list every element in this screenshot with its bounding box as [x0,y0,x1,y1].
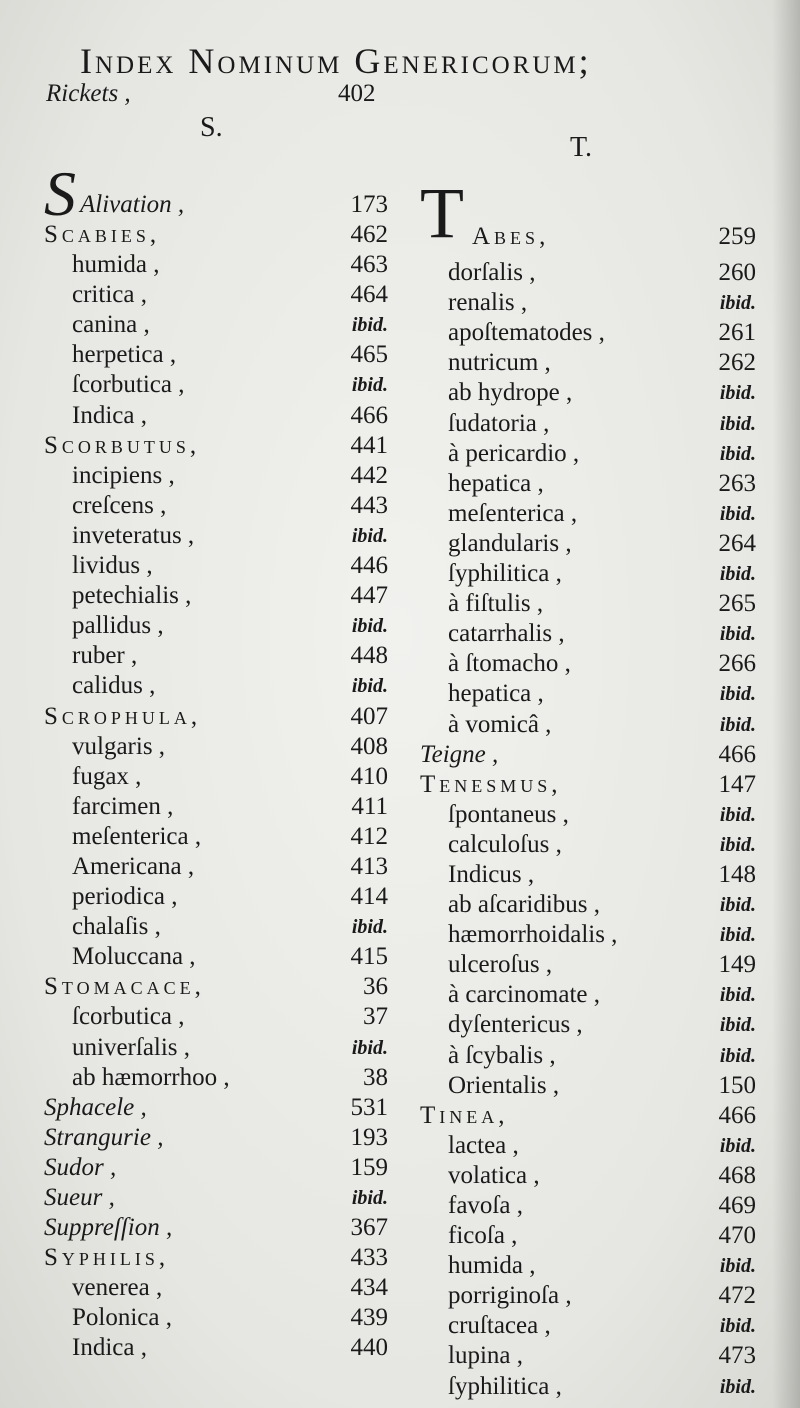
entry-term: petechialis , [72,582,192,610]
entry-page: 266 [718,650,756,678]
index-entry [420,1131,760,1161]
entry-term: ficoſa , [448,1222,518,1250]
entry-term: ab aſcaridibus , [448,891,601,919]
entry-term: Syphilis, [44,1244,170,1272]
index-entry [420,830,760,860]
entry-page: 434 [350,1274,388,1302]
index-entry [420,439,760,469]
entry-term: fugax , [72,762,142,790]
index-entry [44,732,394,762]
entry-term: ſpontaneus , [448,800,569,828]
index-entry [420,469,760,499]
index-entry [44,1243,394,1273]
entry-term: pallidus , [72,612,164,640]
entry-page: 264 [718,529,756,557]
index-entry [420,1191,760,1221]
entry-page: ibid. [351,1036,388,1059]
index-entry [44,912,394,942]
entry-term: apoſtematodes , [448,319,605,347]
entry-page: 442 [350,461,388,489]
entry-page: ibid. [351,615,388,638]
index-entry [44,431,394,461]
index-entry [44,1093,394,1123]
entry-term: calidus , [72,672,156,700]
entry-term: dorſalis , [448,259,536,287]
entry-page: 464 [350,281,388,309]
index-entry [420,288,760,318]
entry-term: ab hydrope , [448,379,573,407]
index-entry [420,1311,760,1341]
letter-heading-s: S. [200,112,223,143]
entry-term: Rickets , [46,80,131,107]
entry-page: 149 [718,951,756,979]
entry-term: calculoſus , [448,830,562,858]
entry-term: meſenterica , [72,822,202,850]
entry-page: ibid. [719,683,756,706]
index-entry [44,1033,394,1063]
entry-page: ibid. [351,524,388,547]
entry-term: porriginoſa , [448,1282,572,1310]
entry-page: ibid. [719,1134,756,1157]
entry-page: 433 [350,1244,388,1272]
entry-term: catarrhalis , [448,620,565,648]
entry-term: Sudor , [44,1153,117,1181]
index-entry [420,980,760,1010]
entry-term: canina , [72,311,150,339]
entry-term: Polonica , [72,1304,172,1332]
entry-page: 265 [718,590,756,618]
entry-term: ruber , [72,642,138,670]
index-entry [420,1251,760,1281]
index-entry [44,581,394,611]
index-entry [44,1213,394,1243]
drop-cap-initial: S [44,158,76,229]
entry-page: 446 [350,552,388,580]
entry-term: Strangurie , [44,1123,164,1151]
entry-term: Teigne , [420,740,499,768]
entry-page: 411 [351,792,388,820]
entry-page: ibid. [719,1375,756,1398]
right-column [420,173,760,1402]
entry-page: ibid. [719,1044,756,1067]
entry-page: ibid. [719,563,756,586]
entry-page: 36 [363,973,388,1001]
index-entry [420,710,760,740]
entry-term: vulgaris , [72,732,166,760]
index-entry [420,559,760,589]
index-entry [420,1041,760,1071]
index-entry [44,1273,394,1303]
entry-page: ibid. [719,442,756,465]
index-entry [44,1303,394,1333]
entry-page: 440 [350,1334,388,1362]
entry-term: Tinea, [420,1101,509,1129]
index-entry [44,370,394,400]
index-entry [420,529,760,559]
entry-term: cruſtacea , [448,1312,551,1340]
entry-page: 367 [350,1214,388,1242]
entry-page: 410 [350,762,388,790]
entry-page: ibid. [719,412,756,435]
index-entry [44,250,394,280]
entry-page: ibid. [351,374,388,397]
entry-term: hepatica , [448,469,544,497]
entry-page: 402 [338,80,376,107]
entry-page: ibid. [719,1014,756,1037]
index-entry [420,318,760,348]
index-entry [44,1063,394,1093]
entry-page: 193 [350,1123,388,1151]
entry-term: à ſcybalis , [448,1041,556,1069]
index-entry [44,1123,394,1153]
entry-page: 38 [363,1063,388,1091]
entry-term: lividus , [72,552,153,580]
index-entry [420,800,760,830]
index-entry [420,770,760,800]
entry-page: 412 [350,822,388,850]
entry-term: Scrophula, [44,702,202,730]
entry-page: 407 [350,702,388,730]
entry-page: ibid. [719,382,756,405]
entry-page: 466 [350,401,388,429]
entry-page: 439 [350,1304,388,1332]
entry-page: ibid. [719,833,756,856]
entry-term: hæmorrhoidalis , [448,921,618,949]
entry-term: Indica , [72,401,147,429]
entry-term: critica , [72,281,147,309]
entry-page: 447 [350,582,388,610]
entry-page: 261 [718,319,756,347]
index-entry [420,1101,760,1131]
entry-term: à fiſtulis , [448,590,544,618]
index-entry [420,1281,760,1311]
entry-term: chalaſis , [72,913,161,941]
entry-term: Abes, [472,223,550,250]
entry-page: ibid. [719,623,756,646]
index-entry [420,890,760,920]
entry-term: humida , [72,251,160,279]
page-header: Index Nominum Genericorum; [80,41,592,81]
index-entry [44,942,394,972]
entry-term: à vomicâ , [448,710,552,738]
index-entry [44,401,394,431]
entry-page: 37 [363,1003,388,1031]
index-entry [420,1010,760,1040]
left-column [44,158,394,1364]
entry-term: meſenterica , [448,499,578,527]
index-entry [44,762,394,792]
entry-term: Americana , [72,852,195,880]
entry-term: à ſtomacho , [448,650,571,678]
entry-term: herpetica , [72,341,177,369]
entry-term: dyſentericus , [448,1011,583,1039]
entry-page: ibid. [719,803,756,826]
index-entry [44,220,394,250]
index-entry [44,641,394,671]
entry-term: creſcens , [72,491,167,519]
index-entry [420,499,760,529]
entry-term: inveteratus , [72,521,195,549]
entry-page: 531 [350,1093,388,1121]
entry-term: Scorbutus, [44,431,201,459]
entry-page: 150 [718,1071,756,1099]
entry-term: lactea , [448,1131,519,1159]
entry-term: favoſa , [448,1192,523,1219]
index-entry [44,792,394,822]
entry-page: 465 [350,341,388,369]
index-entry [44,551,394,581]
index-entry-top [46,80,406,114]
entry-page: 468 [718,1161,756,1189]
entry-page: 263 [718,469,756,497]
index-entry [420,920,760,950]
index-entry [44,882,394,912]
entry-term: ab hæmorrhoo , [72,1063,230,1091]
entry-page: 466 [718,1101,756,1129]
gutter-shadow [772,0,800,1408]
entry-page: 159 [350,1153,388,1181]
entry-term: Stomacace, [44,973,205,1001]
index-entry [44,491,394,521]
entry-page: ibid. [351,314,388,337]
entry-term: ulceroſus , [448,951,553,979]
entry-term: Suppreſſion , [44,1214,173,1242]
entry-page: 408 [350,732,388,760]
entry-page: 443 [350,491,388,519]
entry-term: incipiens , [72,461,175,489]
entry-page: ibid. [351,916,388,939]
index-entry [420,679,760,709]
entry-term: periodica , [72,883,178,911]
entry-page: ibid. [719,713,756,736]
entry-term: à carcinomate , [448,981,600,1009]
entry-term: Indicus , [448,860,535,888]
index-entry [420,950,760,980]
entry-page: 173 [350,191,388,218]
entry-page: 147 [718,770,756,798]
entry-term: Orientalis , [448,1071,560,1099]
entry-page: ibid. [719,894,756,917]
index-entry [420,173,760,258]
entry-term: ſudatoria , [448,409,550,437]
entry-term: ſyphilitica , [448,560,562,588]
index-entry [420,589,760,619]
entry-page: ibid. [351,1187,388,1209]
entry-term: nutricum , [448,349,551,377]
entry-term: ſcorbutica , [72,371,185,399]
index-entry [44,1183,394,1213]
index-entry [44,521,394,551]
entry-page: 414 [350,883,388,911]
entry-page: 415 [350,943,388,971]
entry-term: glandularis , [448,529,572,557]
entry-page: 472 [718,1282,756,1310]
index-entry [44,280,394,310]
entry-term: renalis , [448,289,528,317]
entry-page: ibid. [719,1315,756,1338]
entry-page: ibid. [719,502,756,525]
entry-term: Sueur , [44,1184,115,1211]
entry-term: humida , [448,1252,536,1280]
index-entry [420,378,760,408]
entry-page: ibid. [719,984,756,1007]
entry-page: 470 [718,1222,756,1250]
index-entry [420,258,760,288]
entry-term: ſcorbutica , [72,1003,185,1031]
entry-page: ibid. [719,292,756,315]
index-entry [44,1333,394,1363]
index-entry [420,860,760,890]
drop-cap-initial: T [420,173,464,253]
entry-term: venerea , [72,1274,163,1302]
index-entry [420,348,760,378]
index-entry [44,611,394,641]
index-entry [44,972,394,1002]
entry-term: à pericardio , [448,439,580,467]
entry-term: Indica , [72,1334,147,1362]
letter-heading-t: T. [570,132,593,163]
index-entry [44,1153,394,1183]
entry-page: 466 [718,740,756,768]
index-entry [420,1372,760,1402]
entry-term: hepatica , [448,680,544,708]
index-entry [44,822,394,852]
index-entry [44,702,394,732]
entry-page: 441 [350,431,388,459]
entry-term: Alivation , [80,191,185,218]
entry-page: 262 [718,349,756,377]
entry-term: volatica , [448,1161,540,1189]
index-entry [420,619,760,649]
entry-term: farcimen , [72,792,174,820]
entry-page: 473 [718,1342,756,1370]
index-entry [420,1221,760,1251]
index-entry [420,409,760,439]
index-entry [420,1341,760,1371]
index-entry [44,310,394,340]
index-entry [420,1071,760,1101]
index-entry [420,649,760,679]
entry-term: Tenesmus, [420,770,562,798]
entry-term: lupina , [448,1342,523,1370]
entry-page: 413 [350,852,388,880]
entry-page: 469 [718,1192,756,1219]
entry-page: 260 [718,259,756,287]
entry-page: 462 [350,221,388,248]
index-entry [44,1002,394,1032]
entry-term: Scabies, [44,221,161,248]
entry-page: 148 [718,860,756,888]
index-entry [44,340,394,370]
index-entry [44,671,394,701]
index-entry [44,461,394,491]
index-entry [44,158,394,229]
entry-term: Sphacele , [44,1093,147,1121]
entry-page: ibid. [719,924,756,947]
index-entry [420,1161,760,1191]
entry-page: 463 [350,251,388,279]
entry-page: 259 [718,223,756,250]
index-entry [44,852,394,882]
entry-term: Moluccana , [72,943,196,971]
entry-term: ſyphilitica , [448,1372,562,1400]
index-entry [420,740,760,770]
entry-term: univerſalis , [72,1033,191,1061]
entry-page: ibid. [351,675,388,698]
entry-page: 448 [350,642,388,670]
entry-page: ibid. [719,1255,756,1278]
